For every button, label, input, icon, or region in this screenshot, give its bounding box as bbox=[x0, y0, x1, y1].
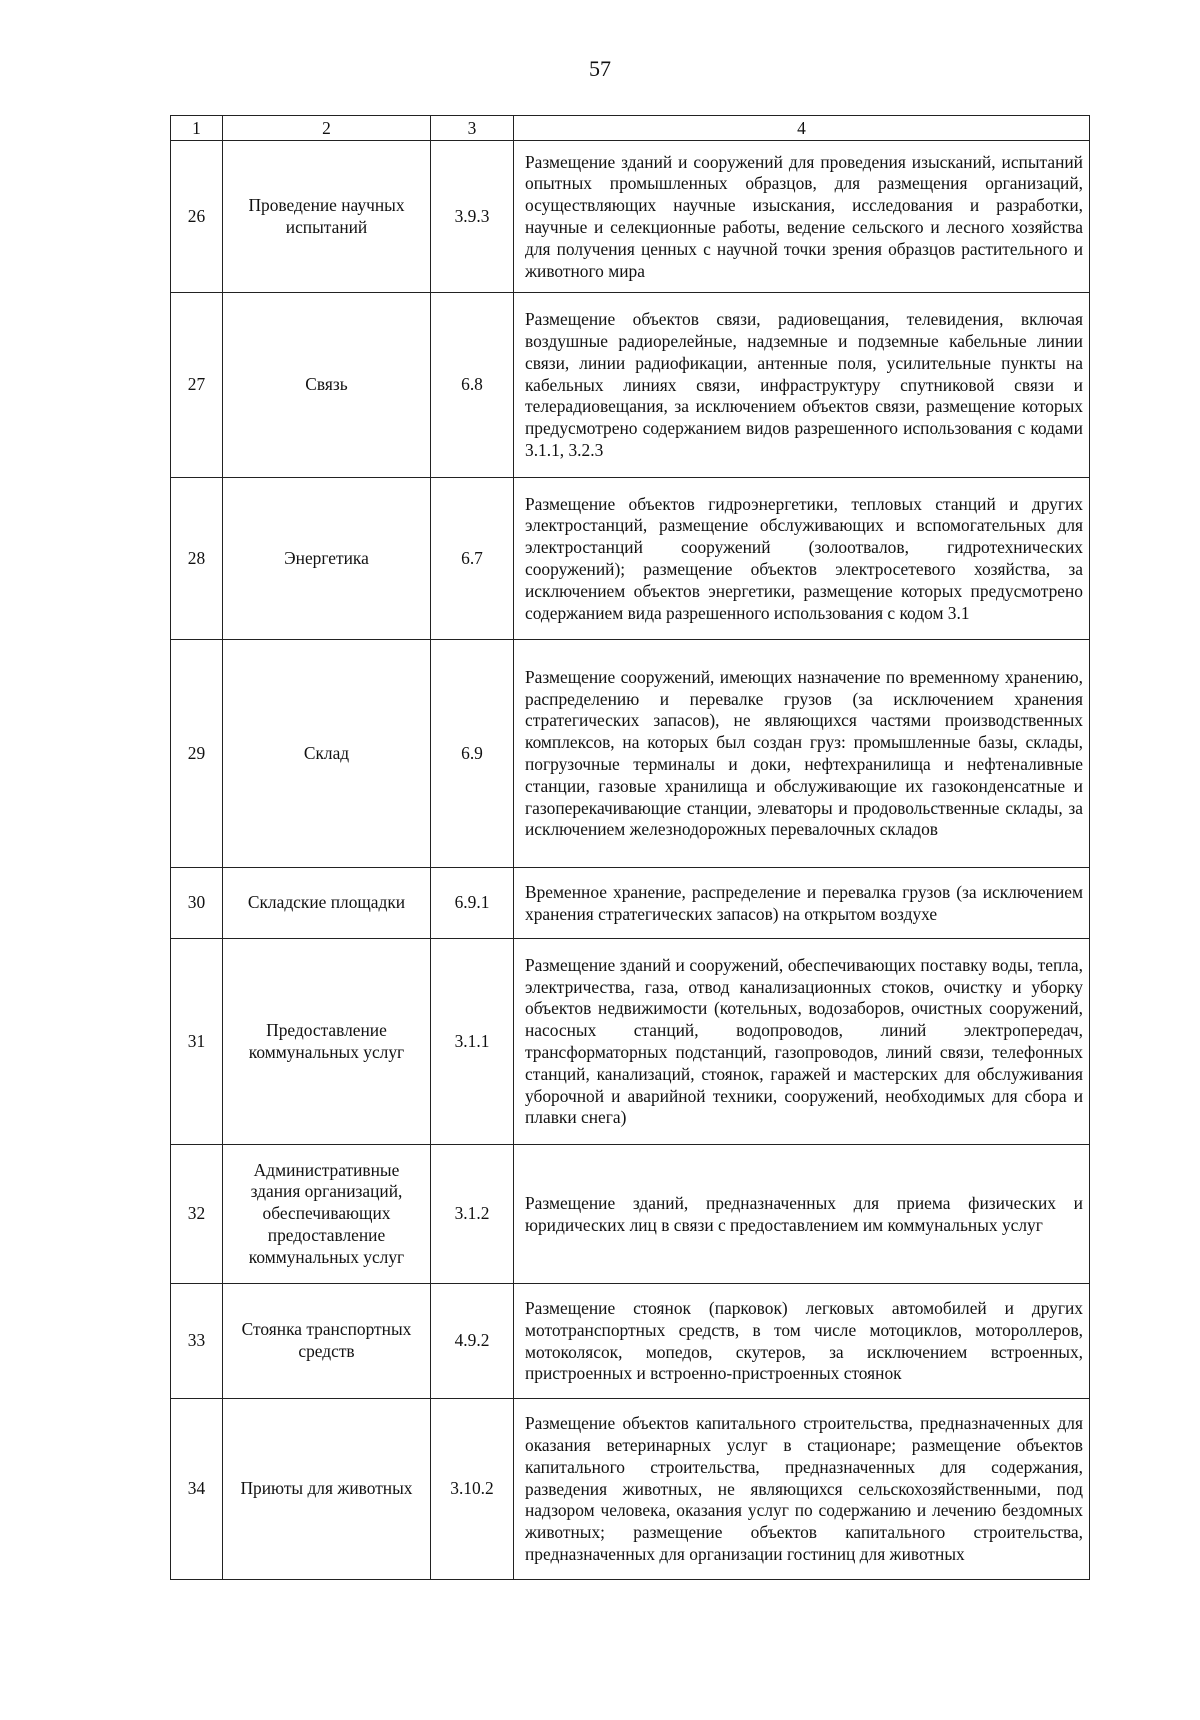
page-number: 57 bbox=[589, 56, 611, 81]
row-number: 30 bbox=[171, 868, 223, 939]
land-use-table bbox=[170, 115, 1090, 1580]
table-row bbox=[171, 939, 1090, 1145]
row-number: 33 bbox=[171, 1284, 223, 1399]
use-type-name: Предоставление коммунальных услуг bbox=[223, 939, 431, 1145]
use-type-name: Склад bbox=[223, 640, 431, 868]
use-type-name: Складские площадки bbox=[223, 868, 431, 939]
row-number: 31 bbox=[171, 939, 223, 1145]
table-header-row bbox=[171, 116, 1090, 141]
table-row bbox=[171, 478, 1090, 640]
use-code: 3.1.2 bbox=[431, 1145, 514, 1284]
use-type-name: Связь bbox=[223, 293, 431, 478]
use-code: 4.9.2 bbox=[431, 1284, 514, 1399]
table-row bbox=[171, 640, 1090, 868]
row-number: 28 bbox=[171, 478, 223, 640]
use-code: 6.8 bbox=[431, 293, 514, 478]
row-number: 32 bbox=[171, 1145, 223, 1284]
row-number: 34 bbox=[171, 1399, 223, 1580]
row-number: 26 bbox=[171, 141, 223, 293]
use-code: 6.9.1 bbox=[431, 868, 514, 939]
use-type-name: Административные здания организаций, обеспечивающих предоставление коммунальных услуг bbox=[223, 1145, 431, 1284]
use-type-name: Стоянка транспортных средств bbox=[223, 1284, 431, 1399]
use-code: 3.9.3 bbox=[431, 141, 514, 293]
use-code: 6.9 bbox=[431, 640, 514, 868]
use-description: Размещение зданий, предназначенных для приема физических и юридических лиц в связи с предоставлением им коммунальных услуг bbox=[514, 1145, 1090, 1284]
use-code: 6.7 bbox=[431, 478, 514, 640]
use-type-name: Энергетика bbox=[223, 478, 431, 640]
use-description: Размещение объектов связи, радиовещания, телевидения, включая воздушные радиорелейные, надземные и подземные кабельные линии связи, линии радиофикации, антенные поля, усилительные пункты на кабельных линиях связи, инфраструктуру спутниковой связи и телерадиовещания, за исключением объектов связи, размещение которых предусмотрено содержанием видов разрешенного использования с кодами 3.1.1, 3.2.3 bbox=[514, 293, 1090, 478]
header-col-3: 3 bbox=[431, 116, 514, 141]
table-row bbox=[171, 1284, 1090, 1399]
use-description: Размещение объектов гидроэнергетики, тепловых станций и других электростанций, размещение обслуживающих и вспомогательных для электростанций сооружений (золоотвалов, гидротехнических сооружений); размещение объектов электросетевого хозяйства, за исключением объектов энергетики, размещение которых предусмотрено содержанием вида разрешенного использования с кодом 3.1 bbox=[514, 478, 1090, 640]
header-col-1: 1 bbox=[171, 116, 223, 141]
use-type-name: Проведение научных испытаний bbox=[223, 141, 431, 293]
use-description: Размещение зданий и сооружений, обеспечивающих поставку воды, тепла, электричества, газа, отвод канализационных стоков, очистку и уборку объектов недвижимости (котельных, водозаборов, очистных сооружений, насосных станций, водопроводов, линий электропередач, трансформаторных подстанций, газопроводов, линий связи, телефонных станций, канализаций, стоянок, гаражей и мастерских для обслуживания уборочной и аварийной техники, сооружений, необходимых для сбора и плавки снега) bbox=[514, 939, 1090, 1145]
table-row bbox=[171, 293, 1090, 478]
header-col-4: 4 bbox=[514, 116, 1090, 141]
table-row bbox=[171, 868, 1090, 939]
row-number: 29 bbox=[171, 640, 223, 868]
use-description: Временное хранение, распределение и перевалка грузов (за исключением хранения стратегических запасов) на открытом воздухе bbox=[514, 868, 1090, 939]
use-code: 3.10.2 bbox=[431, 1399, 514, 1580]
use-code: 3.1.1 bbox=[431, 939, 514, 1145]
row-number: 27 bbox=[171, 293, 223, 478]
table-row bbox=[171, 141, 1090, 293]
table-row bbox=[171, 1399, 1090, 1580]
use-description: Размещение объектов капитального строительства, предназначенных для оказания ветеринарных услуг в стационаре; размещение объектов капитального строительства, предназначенных для содержания, разведения животных, не являющихся сельскохозяйственными, под надзором человека, оказания услуг по содержанию и лечению бездомных животных; размещение объектов капитального строительства, предназначенных для организации гостиниц для животных bbox=[514, 1399, 1090, 1580]
table-row bbox=[171, 1145, 1090, 1284]
use-description: Размещение зданий и сооружений для проведения изысканий, испытаний опытных промышленных образцов, для размещения организаций, осуществляющих научные изыскания, исследования и разработки, научные и селекционные работы, ведение сельского и лесного хозяйства для получения ценных с научной точки зрения образцов растительного и животного мира bbox=[514, 141, 1090, 293]
use-type-name: Приюты для животных bbox=[223, 1399, 431, 1580]
use-description: Размещение сооружений, имеющих назначение по временному хранению, распределению и перевалке грузов (за исключением хранения стратегических запасов), не являющихся частями производственных комплексов, на которых был создан груз: промышленные базы, склады, погрузочные терминалы и доки, нефтехранилища и нефтеналивные станции, газовые хранилища и обслуживающие их газоконденсатные и газоперекачивающие станции, элеваторы и продовольственные склады, за исключением железнодорожных перевалочных складов bbox=[514, 640, 1090, 868]
header-col-2: 2 bbox=[223, 116, 431, 141]
use-description: Размещение стоянок (парковок) легковых автомобилей и других мототранспортных средств, в том числе мотоциклов, мотороллеров, мотоколясок, мопедов, скутеров, за исключением встроенных, пристроенных и встроенно-пристроенных стоянок bbox=[514, 1284, 1090, 1399]
